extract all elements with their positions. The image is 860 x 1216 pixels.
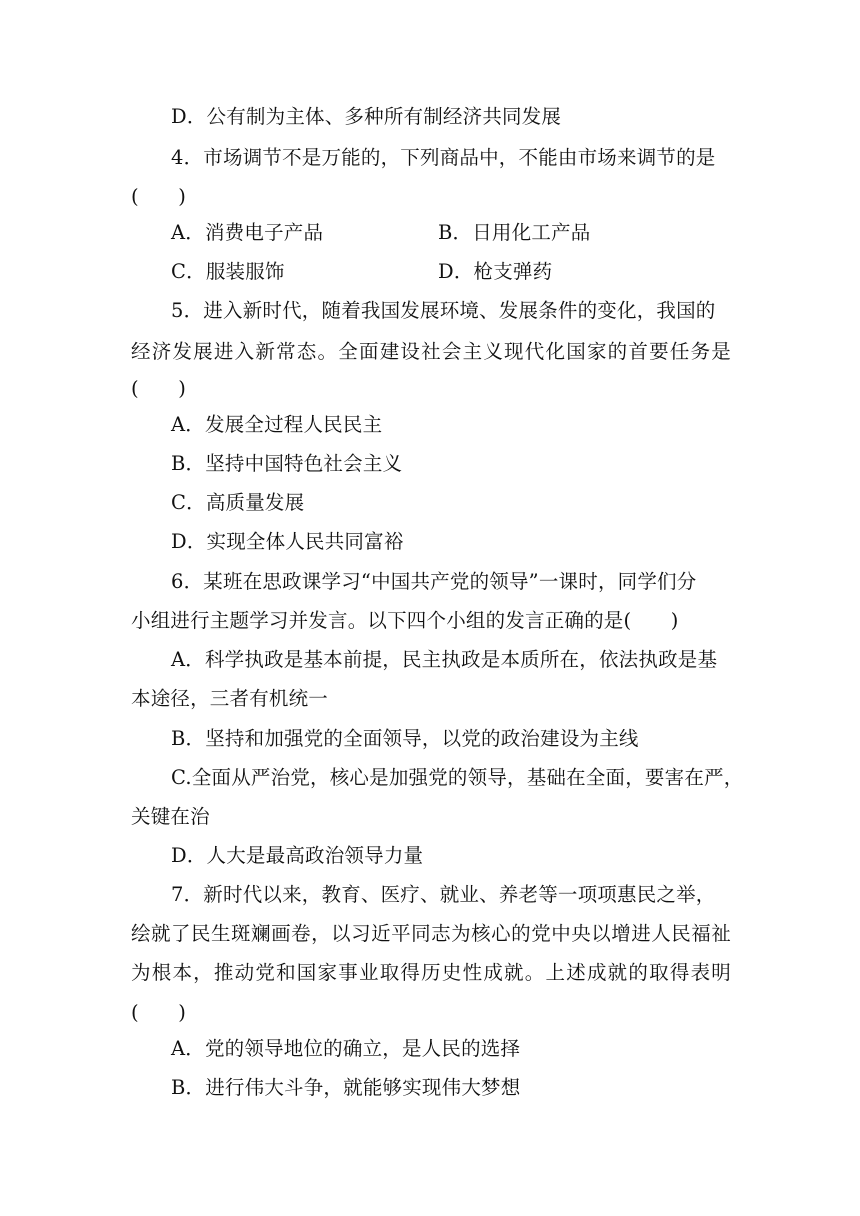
q5-option-c: C．高质量发展 [171, 491, 305, 514]
q7-stem-line1: 7．新时代以来，教育、医疗、就业、养老等一项项惠民之举， [171, 883, 716, 906]
q6-option-a-line2: 本途径，三者有机统一 [131, 687, 329, 710]
q7-option-a: A．党的领导地位的确立，是人民的选择 [171, 1037, 521, 1060]
q6-option-a-line1: A．科学执政是基本前提，民主执政是本质所在，依法执政是基 [171, 648, 718, 671]
q4-answer-blank: ( ) [131, 185, 187, 208]
q3-option-d: D．公有制为主体、多种所有制经济共同发展 [171, 105, 562, 128]
q5-option-b: B．坚持中国特色社会主义 [171, 452, 403, 475]
q7-answer-blank: ( ) [131, 1001, 187, 1024]
q7-option-b: B．进行伟大斗争，就能够实现伟大梦想 [171, 1076, 521, 1099]
q6-option-b: B．坚持和加强党的全面领导，以党的政治建设为主线 [171, 727, 639, 750]
q5-option-a: A．发展全过程人民民主 [171, 413, 383, 436]
q4-option-a: A．消费电子产品 [171, 221, 324, 244]
q6-option-d: D．人大是最高政治领导力量 [171, 844, 424, 867]
q4-option-d: D．枪支弹药 [438, 260, 553, 283]
q5-stem-line2: 经济发展进入新常态。全面建设社会主义现代化国家的首要任务是 [131, 340, 731, 363]
q5-option-d: D．实现全体人民共同富裕 [171, 530, 404, 553]
q5-answer-blank: ( ) [131, 377, 187, 400]
q6-stem-line2: 小组进行主题学习并发言。以下四个小组的发言正确的是( ) [131, 609, 679, 632]
q5-stem-line1: 5．进入新时代，随着我国发展环境、发展条件的变化，我国的 [171, 299, 716, 322]
q4-option-b: B．日用化工产品 [438, 221, 591, 244]
q6-option-c-line2: 关键在治 [131, 805, 210, 828]
q7-stem-line3: 为根本，推动党和国家事业取得历史性成就。上述成就的取得表明 [131, 961, 731, 984]
q4-option-c: C．服装服饰 [171, 260, 285, 283]
q4-stem-line1: 4．市场调节不是万能的，下列商品中，不能由市场来调节的是 [171, 146, 716, 169]
q7-stem-line2: 绘就了民生斑斓画卷，以习近平同志为核心的党中央以增进人民福祉 [131, 922, 731, 945]
q6-option-c-line1: C.全面从严治党，核心是加强党的领导，基础在全面，要害在严， [171, 766, 744, 789]
q6-stem-line1: 6．某班在思政课学习“中国共产党的领导”一课时，同学们分 [171, 570, 697, 593]
